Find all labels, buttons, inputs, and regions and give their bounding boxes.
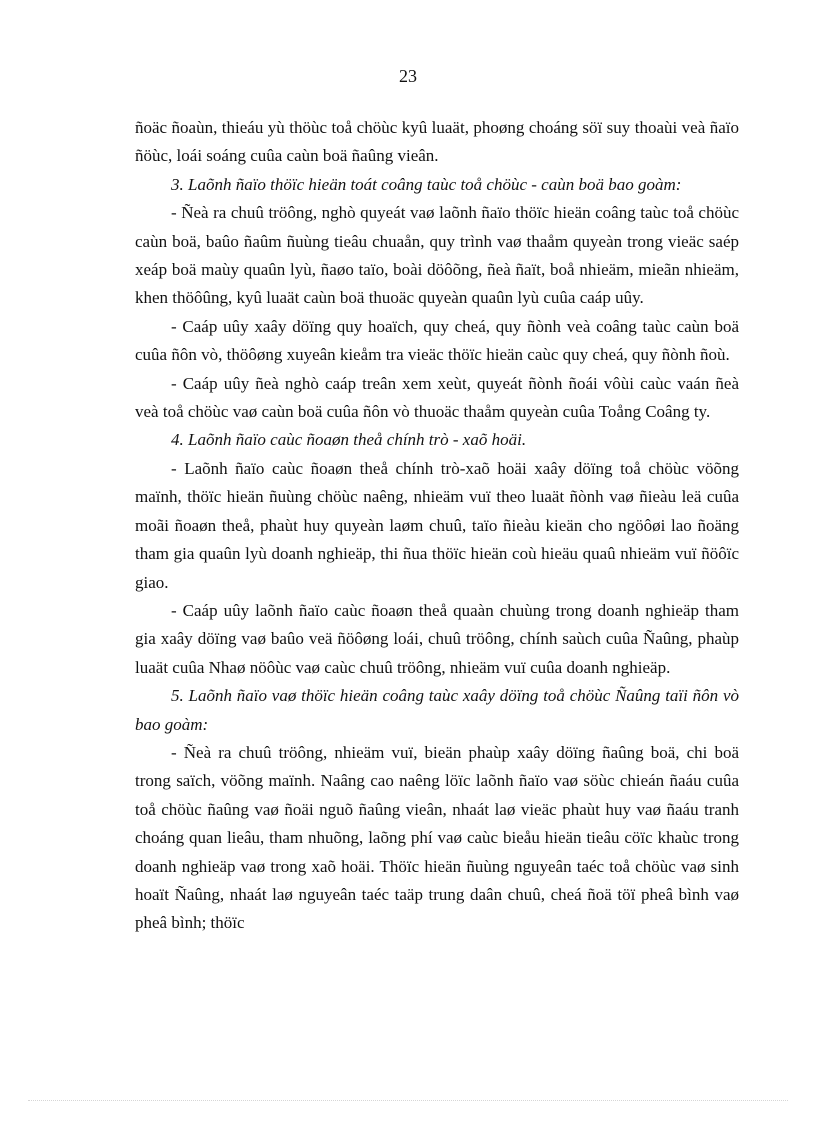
paragraph: - Ñeà ra chuû tröông, nghò quyeát vaø laõnh ñaïo thöïc hieän coâng taùc toå chöùc caùn boä, baûo ñaûm ñuùng tieâu chuaån, quy trình vaø thaåm quyeàn trong vieäc saép xeáp boä maùy quaûn lyù, ñaøo taïo, boài döôõng, ñeà ñaït, boå nhieäm, mieãn nhieäm, khen thöôûng, kyû luaät caùn boä thuoäc quyeàn quaûn lyù cuûa caáp uûy. xyxy=(135,203,739,308)
paragraph: - Ñeà ra chuû tröông, nhieäm vuï, bieän phaùp xaây döïng ñaûng boä, chi boä trong saïch, vöõng maïnh. Naâng cao naêng löïc laõnh ñaïo vaø söùc chieán ñaáu cuûa toå chöùc ñaûng vaø ñoäi nguõ ñaûng vieân, nhaát laø vieäc phaùt huy vaø ñaáu tranh choáng quan lieâu, tham nhuõng, laõng phí vaø caùc bieåu hieän tieâu cöïc khaùc trong doanh nghieäp vaø trong xaõ hoäi. Thöïc hieän ñuùng nguyeân taéc toå chöùc vaø sinh hoaït Ñaûng, nhaát laø nguyeân taéc taäp trung daân chuû, cheá ñoä töï pheâ bình vaø pheâ bình; thöïc xyxy=(135,742,739,933)
paragraph: - Caáp uûy laõnh ñaïo caùc ñoaøn theå quaàn chuùng trong doanh nghieäp tham gia xaây döïng vaø baûo veä ñöôøng loái, chuû tröông, chính saùch cuûa Ñaûng, phaùp luaät cuûa Nhaø nöôùc vaø caùc chuû tröông, nhieäm vuï cuûa doanh nghieäp. xyxy=(135,600,739,677)
section-heading-3: 3. Laõnh ñaïo thöïc hieän toát coâng taùc toå chöùc - caùn boä bao goàm: xyxy=(171,174,682,194)
document-body xyxy=(135,114,739,938)
paragraph-continuation: ñoäc ñoaùn, thieáu yù thöùc toå chöùc kyû luaät, phoøng choáng söï suy thoaùi veà ñaïo ñöùc, loái soáng cuûa caùn boä ñaûng vieân. xyxy=(135,118,739,166)
page-bottom-divider xyxy=(28,1100,788,1101)
paragraph: - Caáp uûy xaây döïng quy hoaïch, quy cheá, quy ñònh veà coâng taùc caùn boä cuûa ñôn vò, thöôøng xuyeân kieåm tra vieäc thöïc hieän caùc quy cheá, quy ñònh ñoù. xyxy=(135,316,739,365)
paragraph: - Caáp uûy ñeà nghò caáp treân xem xeùt, quyeát ñònh ñoái vôùi caùc vaán ñeà veà toå chöùc vaø caùn boä cuûa ñôn vò thuoäc thaåm quyeàn cuûa Toång Coâng ty. xyxy=(135,373,739,422)
page-number: 23 xyxy=(399,66,417,86)
section-heading-4: 4. Laõnh ñaïo caùc ñoaøn theå chính trò - xaõ hoäi. xyxy=(171,430,527,450)
section-heading-5: 5. Laõnh ñaïo vaø thöïc hieän coâng taùc xaây döïng toå chöùc Ñaûng taïi ñôn vò bao goàm: xyxy=(135,686,739,734)
paragraph: - Laõnh ñaïo caùc ñoaøn theå chính trò-xaõ hoäi xaây döïng toå chöùc vöõng maïnh, thöïc hieän ñuùng chöùc naêng, nhieäm vuï theo luaät ñònh vaø ñieàu leä cuûa moãi ñoaøn theå, phaùt huy quyeàn laøm chuû, taïo ñieàu kieän cho ngöôøi lao ñoäng tham gia quaûn lyù doanh nghieäp, thi ñua thöïc hieän coù hieäu quaû nhieäm vuï ñöôïc giao. xyxy=(135,458,739,592)
